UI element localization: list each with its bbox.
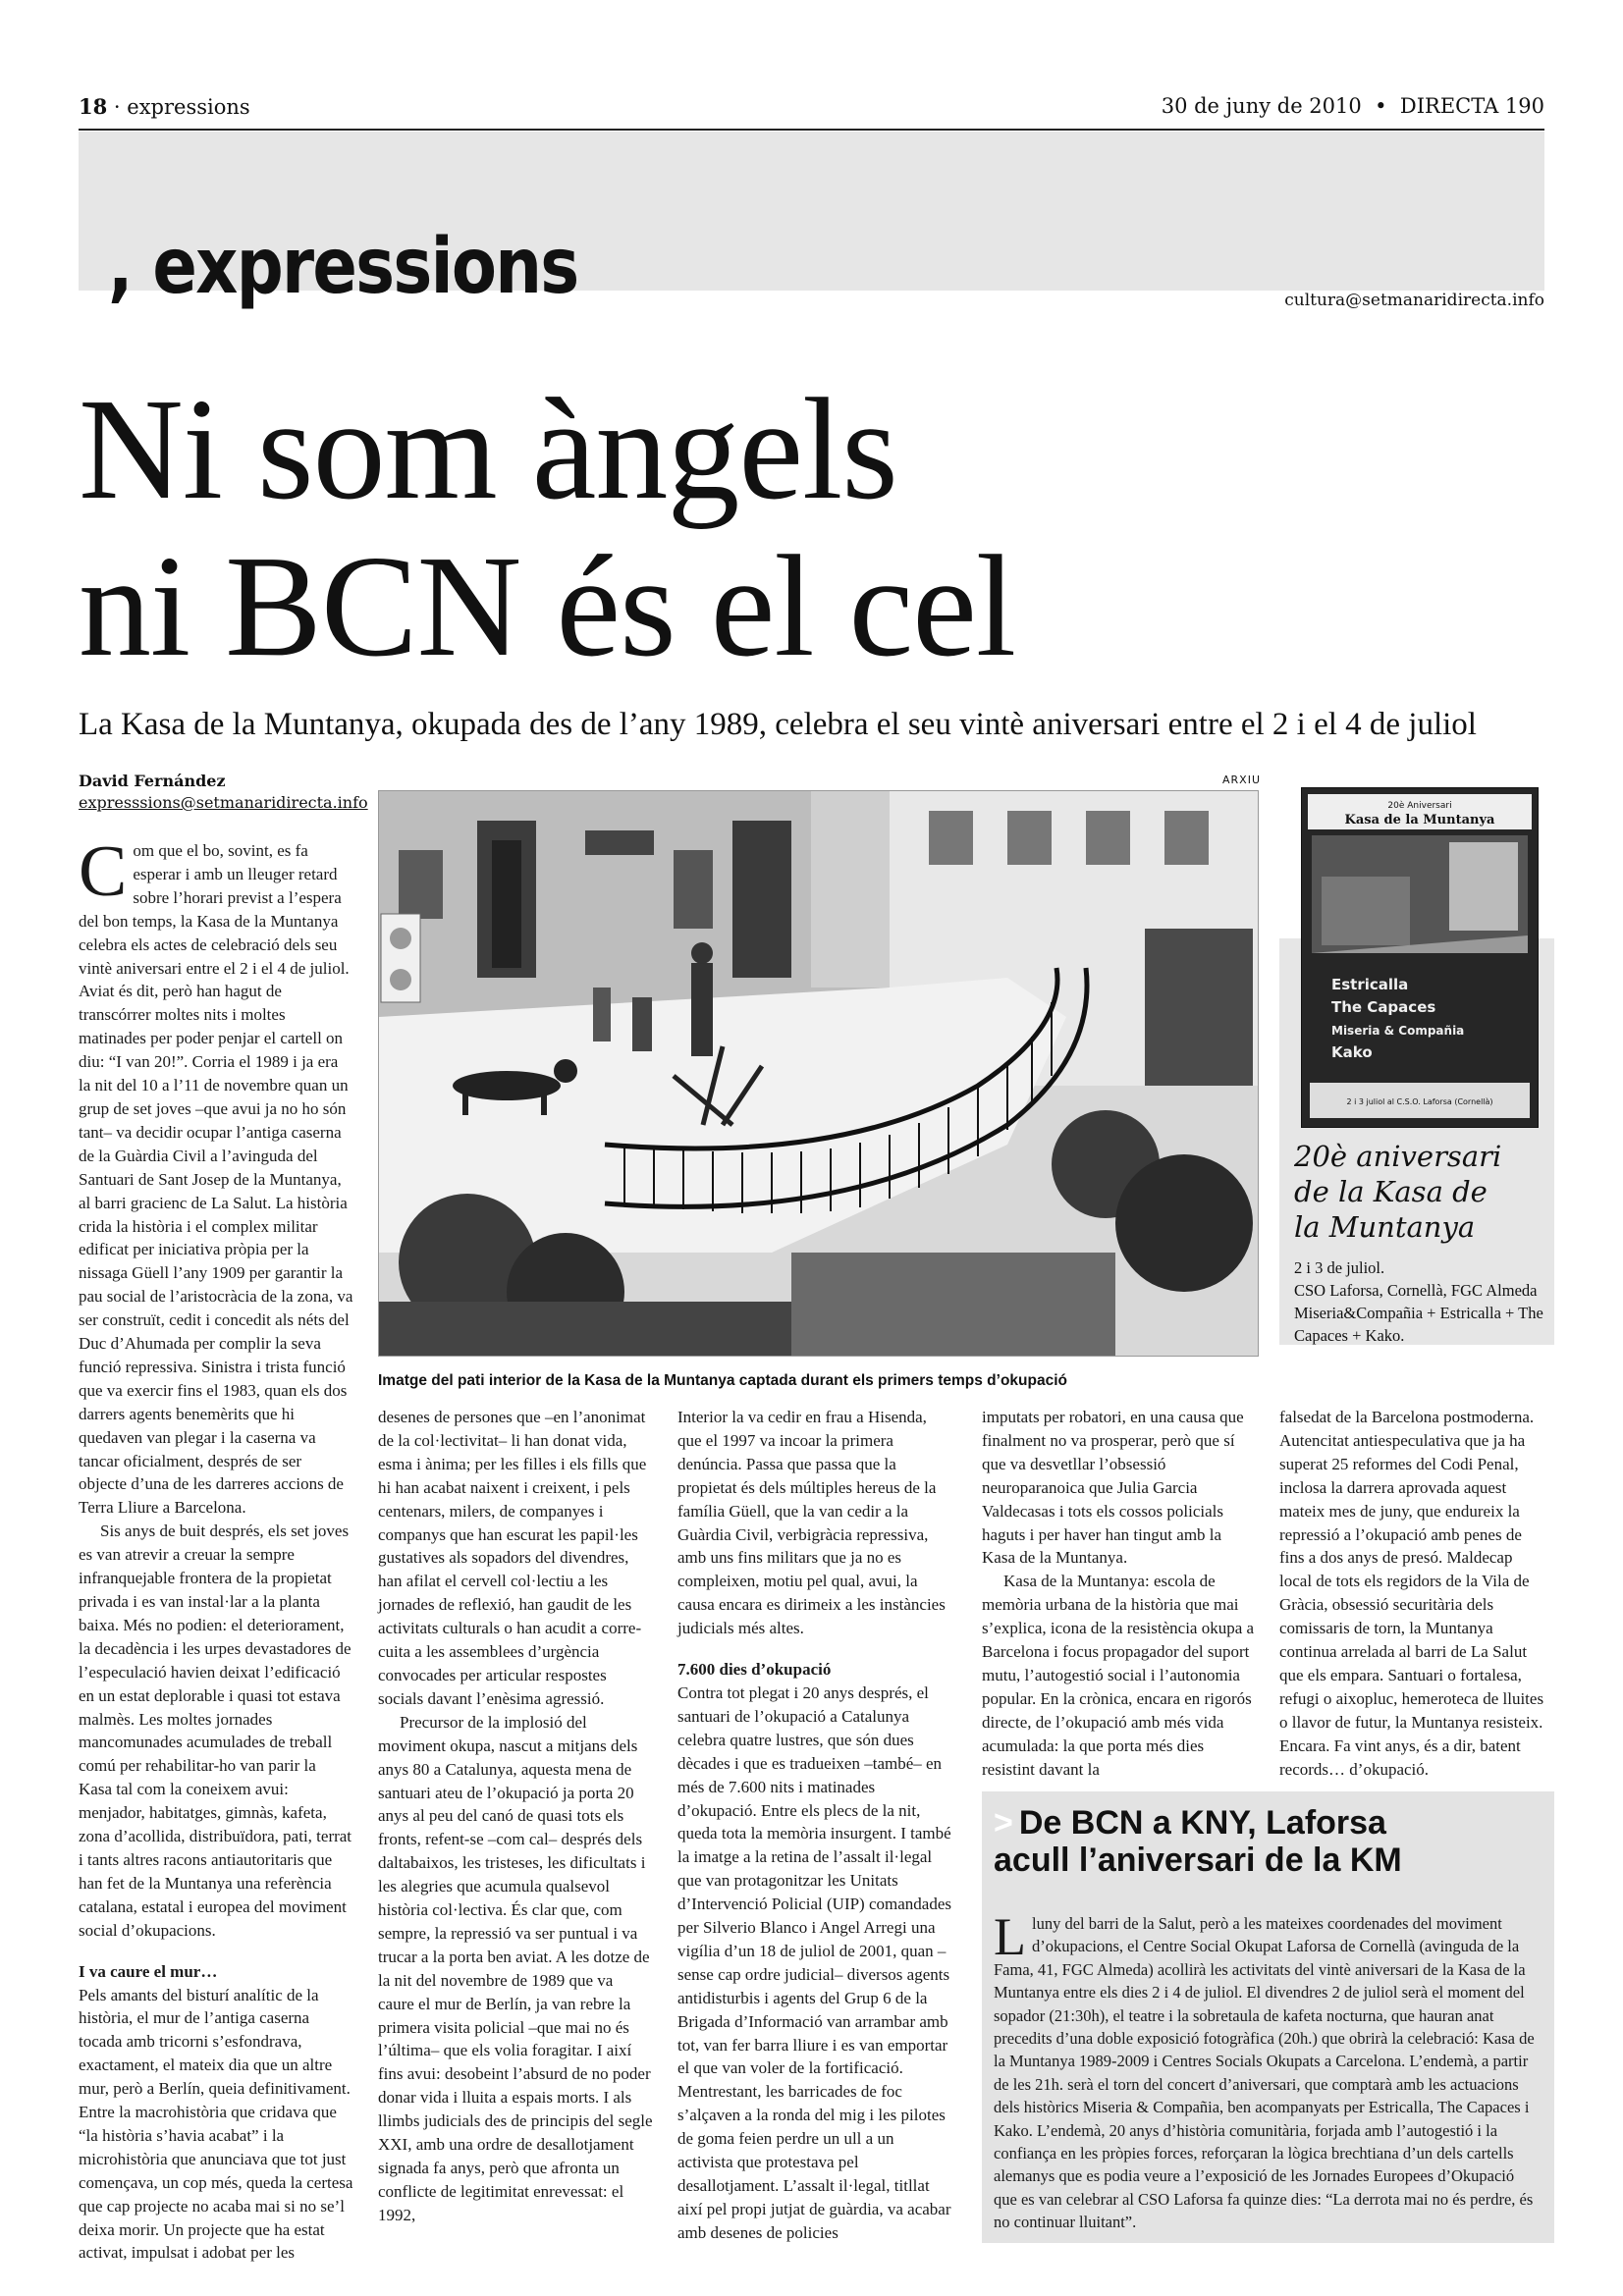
paragraph: Precursor de la implosió del moviment okupa, nascut a mitjans dels anys 80 a Catalunya, aquesta mena de santuari ateu de l’okupació ja porta 20 anys al peu del canó de quasi tots els fronts, refent-se –com cal– després dels daltabaixos, les tristeses, les dificultats i les alegries que acumula qualsevol història col·lectiva. És clar que, com sempre, la repressió va ser puntual i va trucar a la porta ben aviat. A les dotze de la nit del novembre de 1989 que va caure el mur de Berlín, ja van rebre la primera visita policial –que mai no és l’última– que els volia foragitar. I així fins avui: desobeint l’absurd de no poder donar vida i lluita a espais morts. I als llimbs judicials des de principis del segle XXI, amb una ordre de desallotjament signada fa anys, però que afronta un conflicte de legitimitat enrevessat: el 1992,	[378, 1712, 653, 2224]
subhead: I va caure el mur…	[79, 1961, 218, 1981]
page-section: · expressions	[113, 95, 250, 119]
paragraph	[79, 831, 353, 1520]
poster-band-3: Miseria & Compañia	[1331, 1024, 1465, 1038]
poster-band-1: Estricalla	[1331, 976, 1409, 993]
paragraph: desenes de persones que –en l’anonimat de la col·lectivitat– li han donat vida, esma i ànima; per les filles i els fills que hi han acabat naixent i creixent, i pels centenars, milers, de companyes i companys que han escurat les papil·les gustatives als sopadors del divendres, han afilat el cervell col·lectiu a les jornades de reflexió, han gaudit de les activitats culturals o han acudit a corre-cuita a les assemblees d’urgència convocades per articular respostes socials davant l’enèsima agressió.	[378, 1408, 647, 1708]
folio-separator: •	[1375, 94, 1387, 118]
article-column-3	[677, 1406, 952, 2245]
event-poster	[1301, 787, 1539, 1128]
paragraph: Kasa de la Muntanya: escola de memòria urbana de la història que mai s’explica, icona de la resistència okupa a Barcelona i focus propagador del suport mutu, l’autogestió social i l’autonomia popular. En la crònica, encara en rigorós directe, de l’okupació amb més vida acumulada: la que porta més dies resistint davant la	[982, 1572, 1255, 1779]
author-email[interactable]: expresssions@setmanaridirecta.info	[79, 793, 368, 812]
article-column-1	[79, 831, 353, 2265]
article-column-5	[1279, 1406, 1544, 1782]
sidebar-title-line-2: acull l’aniversari de la KM	[994, 1842, 1402, 1879]
event-title-line-3: la Muntanya	[1294, 1210, 1476, 1244]
event-title-line-2: de la Kasa de	[1294, 1175, 1488, 1208]
event-title	[1294, 1139, 1549, 1245]
sidebar-text	[994, 1907, 1542, 2234]
event-info	[1294, 1256, 1549, 1347]
headline	[79, 371, 1015, 685]
subhead: 7.600 dies d’okupació	[677, 1660, 832, 1680]
deck: La Kasa de la Muntanya, okupada des de l’any 1989, celebra el seu vintè aniversari entre el 2 i el 4 de juliol	[79, 707, 1477, 742]
event-title-line-1: 20è aniversari	[1294, 1140, 1502, 1173]
section-email: cultura@setmanaridirecta.info	[1284, 291, 1544, 310]
poster-footer: 2 i 3 juliol al C.S.O. Laforsa (Cornellà)	[1346, 1097, 1493, 1106]
paragraph-text: luny del barri de la Salut, però a les mateixes coordenades del moviment d’okupacions, el Centre Social Okupat Laforsa de Cornellà (avinguda de la Fama, 41, FGC Almeda) acollirà les activitats del vintè aniversari de la Kasa de la Muntanya entre els dies 2 i 4 de juliol. El divendres 2 de juliol serà el moment del sopador (21:30h), el teatre i la sobretaula de kafeta nocturna, que hauran anat precedits d’una doble exposició fotogràfica (20h.) que obrirà la celebració: Kasa de la Muntanya 1989-2009 i Centres Socials Okupats a Carcelona. L’endemà, a partir de les 21h. serà el torn del concert d’aniversari, que comptarà amb les actuacions dels històrics Miseria & Compañia, ben acompanyats per Estricalla, The Capaces i Kako. L’endemà, 20 anys d’història comunitària, forjada amb l’autogestió i la confiança en les pròpies forces, reforçaran la lògica brechtiana d’un dels cartells alemanys que es podia veure a l’exposició de les Jornades Europees d’Okupació que es van celebrar al CSO Laforsa fa quinze dies: “La derrota mai no és perdre, és no continuar lluitant”.	[994, 1914, 1535, 2232]
poster-illustration	[1302, 788, 1538, 1127]
headline-line-2: ni BCN és el cel	[79, 526, 1016, 687]
article-column-2	[378, 1406, 653, 2227]
poster-name: Kasa de la Muntanya	[1344, 813, 1495, 828]
folio-right	[1162, 94, 1544, 118]
issue-date: 30 de juny de 2010	[1161, 94, 1362, 118]
courtyard-photo	[378, 790, 1259, 1357]
sidebar-title	[994, 1804, 1402, 1879]
courtyard-illustration	[379, 791, 1258, 1356]
sidebar-title-line-1: De BCN a KNY, Laforsa	[1018, 1804, 1386, 1842]
paragraph: Interior la va cedir en frau a Hisenda, que el 1997 va incoar la primera denúncia. Passa que passa que la propietat és dels múltiples hereus de la família Güell, que la van cedir a la Guàrdia Civil, verbigràcia repressiva, amb uns fins militars que ja no es compleixen, motiu pel qual, avui, la causa encara es dirimeix a les instàncies judicials més altes.	[677, 1408, 946, 1638]
poster-band-2: The Capaces	[1331, 998, 1436, 1016]
folio-left	[79, 94, 250, 119]
section-title: , expressions	[108, 223, 578, 311]
dropcap: C	[79, 831, 128, 912]
paragraph: Contra tot plegat i 20 anys després, el santuari de l’okupació a Catalunya celebra quatre lustres, que són dues dècades i que es tradueixen –també– en més de 7.600 nits i matinades d’okupació. Entre els plecs de la nit, queda tota la memòria insurgent. I també la imatge a la retina de l’assalt il·legal que van protagonitzar les Unitats d’Intervenció Policial (UIP) comandades per Silverio Blanco i Angel Arregi una vigília d’un 18 de juliol de 2001, quan –sense cap ordre judicial– diversos agents antidisturbis i agents del Grup 6 de la Brigada d’Informació van arrambar amb tot, van fer barra lliure i es van emportar el que van voler de la fortificació. Mentrestant, les barricades de foc s’alçaven a la ronda del mig i les pilotes de goma feien perdre un ull a un activista que protestava pel desallotjament. L’assalt il·legal, titllat així pel propi jutjat de guàrdia, va acabar amb desenes de policies	[677, 1682, 951, 2242]
paragraph: Sis anys de buit després, els set joves es van atrevir a creuar la sempre infranquejable frontera de la propietat privada i es van instal·lar a la planta baixa. Més no podien: el deteriorament, la decadència i les urpes devastadores de l’especulació havien deixat l’edificació en un estat deplorable i quasi tot estava malmès. Les moltes jornades mancomunades acumulades de treball comú per rehabilitar-ho van parir la Kasa tal com la coneixem avui: menjador, habitatges, gimnàs, kafeta, zona d’acollida, distribuïdora, pati, terrat i tants altres racons antiautoritaris que han fet de la Muntanya una referència catalana, estatal i europea del moviment social d’okupacions.	[79, 1522, 352, 1940]
header-rule	[79, 129, 1544, 131]
paragraph-text: om que el bo, sovint, es fa esperar i amb un lleuger retard sobre l’horari previst a l’espera del bon temps, la Kasa de la Muntanya celebra els actes de celebració dels seu vintè aniversari entre el 2 i el 4 de juliol. Aviat és dit, però han hagut de transcórrer moltes nits i moltes matinades per poder penjar el cartell on diu: “I van 20!”. Corria el 1989 i ja era la nit del 10 a l’11 de novembre quan un grup de set joves –que avui ja no ho són tant– va decidir ocupar l’antiga caserna de la Guàrdia Civil a l’avinguda del Santuari de Sant Josep de la Muntanya, al barri gracienc de La Salut. La història crida la història i el complex militar edificat per iniciativa pròpia per la nissaga Güell l’any 1909 per garantir la pau social de l’aristocràcia de la zona, va ser construït, cedit i concedit als néts del Duc d’Ahumada per complir la seva funció repressiva. Sinistra i trista funció que va exercir fins el 1983, quan els dos darrers agents benemèrits que hi quedaven van plegar i la caserna va tancar oficialment, després de ser objecte d’una de les darreres accions de Terra Lliure a Barcelona.	[79, 841, 353, 1518]
article-column-4	[982, 1406, 1257, 1782]
dropcap: L	[994, 1907, 1026, 1966]
byline	[79, 771, 368, 814]
paragraph	[994, 1907, 1542, 2234]
poster-band-4: Kako	[1331, 1043, 1373, 1061]
paragraph: falsedat de la Barcelona postmoderna. Autencitat antiespeculativa que ja ha superat 25 reformes del Codi Penal, inclosa la darrera aprovada aquest mateix mes de juny, que endureix la repressió a l’okupació amb penes de fins a dos anys de presó. Maldecap local de tots els regidors de la Vila de Gràcia, obsessió securitària dels comissaris de torn, la Muntanya continua arrelada al barri de La Salut que els empara. Santuari o fortalesa, refugi o aixopluc, hemeroteca de lluites o llavor de futur, la Muntanya resisteix. Encara. Fa vint anys, és a dir, batent records… d’okupació.	[1279, 1408, 1544, 1779]
paragraph: Pels amants del bisturí analític de la història, el mur de l’antiga caserna tocada amb tricorni s’esfondrava, exactament, el mateix dia que un altre mur, però a Berlín, queia definitivament. Entre la macrohistòria que cridava que “la història s’havia acabat” i la microhistòria que anunciava que tot just començava, un cop més, queda la certesa que cap projecte no acaba mai si no se’l deixa morir. Un projecte que ha estat activat, impulsat i adobat per les	[79, 1985, 353, 2263]
author-name: David Fernández	[79, 772, 226, 790]
page-number: 18	[79, 94, 108, 119]
photo-credit: ARXIU	[1222, 774, 1261, 786]
event-dates: 2 i 3 de juliol.	[1294, 1258, 1385, 1277]
event-venue: CSO Laforsa, Cornellà, FGC Almeda Miseria&Compañia + Estricalla + The Capaces + Kako.	[1294, 1281, 1543, 1345]
poster-header: 20è Aniversari	[1387, 801, 1452, 811]
publication-name: DIRECTA 190	[1399, 94, 1544, 118]
photo-caption: Imatge del pati interior de la Kasa de la Muntanya captada durant els primers temps d’okupació	[378, 1372, 1067, 1389]
headline-line-1: Ni som àngels	[79, 369, 897, 530]
chevron-right-icon: >	[994, 1804, 1013, 1842]
paragraph: imputats per robatori, en una causa que finalment no va prosperar, però que sí que va desvetllar l’obsessió neuroparanoica que Julia Garcia Valdecasas i tots els cossos policials haguts i per haver han tingut amb la Kasa de la Muntanya.	[982, 1408, 1244, 1568]
